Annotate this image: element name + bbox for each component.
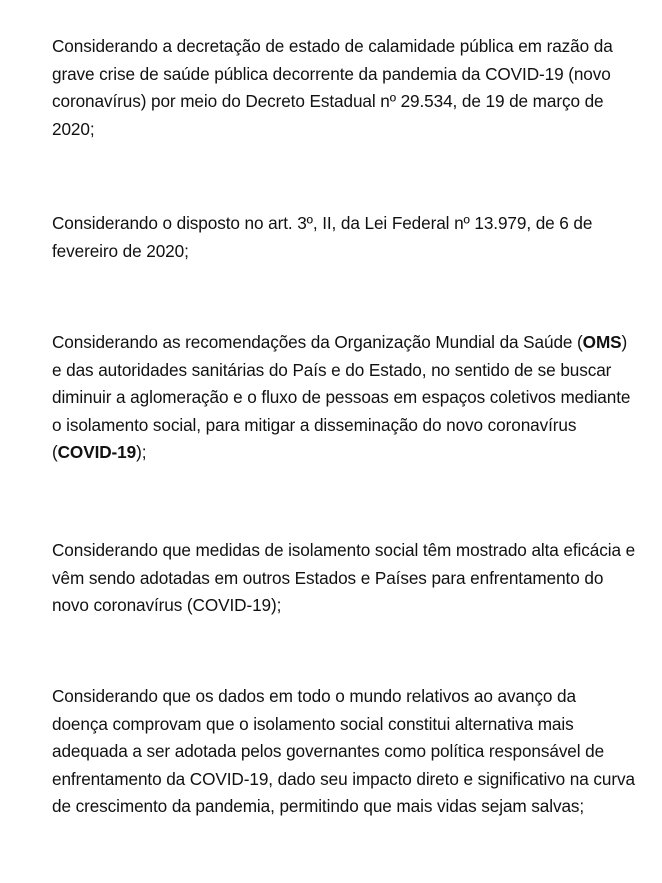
paragraph-calamity-decree: Considerando a decretação de estado de calamidade pública em razão da grave crise de saúde pública decorrente da pandemia da COVID-19 (novo coronavírus) por meio do Decreto Estadual nº 29.534, de 19 de março de 2020; [52,36,613,139]
bold-term-oms: OMS [582,332,622,352]
paragraph-isolation-efficacy: Considerando que medidas de isolamento social têm mostrado alta eficácia e vêm sendo adotadas em outros Estados e Países para enfrentamento do novo coronavírus (COVID-19); [52,540,636,616]
paragraph-text-segment: ) e das autoridades sanitárias do País e do Estado, no sentido de se buscar diminuir a aglomeração e o fluxo de pessoas em espaços coletivos mediante o isolamento social, para mitigar a disseminação do novo coronavírus ( [52,332,631,463]
paragraph-who-recommendations [52,329,636,467]
bold-term-covid: COVID-19 [57,442,137,463]
paragraph-worldwide-data: Considerando que os dados em todo o mundo relativos ao avanço da doença comprovam que o isolamento social constitui alternativa mais adequada a ser adotada pelos governantes como política responsável de enfrentamento da COVID-19, dado seu impacto direto e significativo na curva de crescimento da pandemia, permitindo que mais vidas sejam salvas; [52,686,635,817]
paragraph-federal-law: Considerando o disposto no art. 3º, II, da Lei Federal nº 13.979, de 6 de fevereiro de 2020; [52,213,593,261]
paragraph-text-segment: ); [136,442,147,463]
paragraph-text-segment: Considerando as recomendações da Organização Mundial da Saúde ( [52,332,583,352]
